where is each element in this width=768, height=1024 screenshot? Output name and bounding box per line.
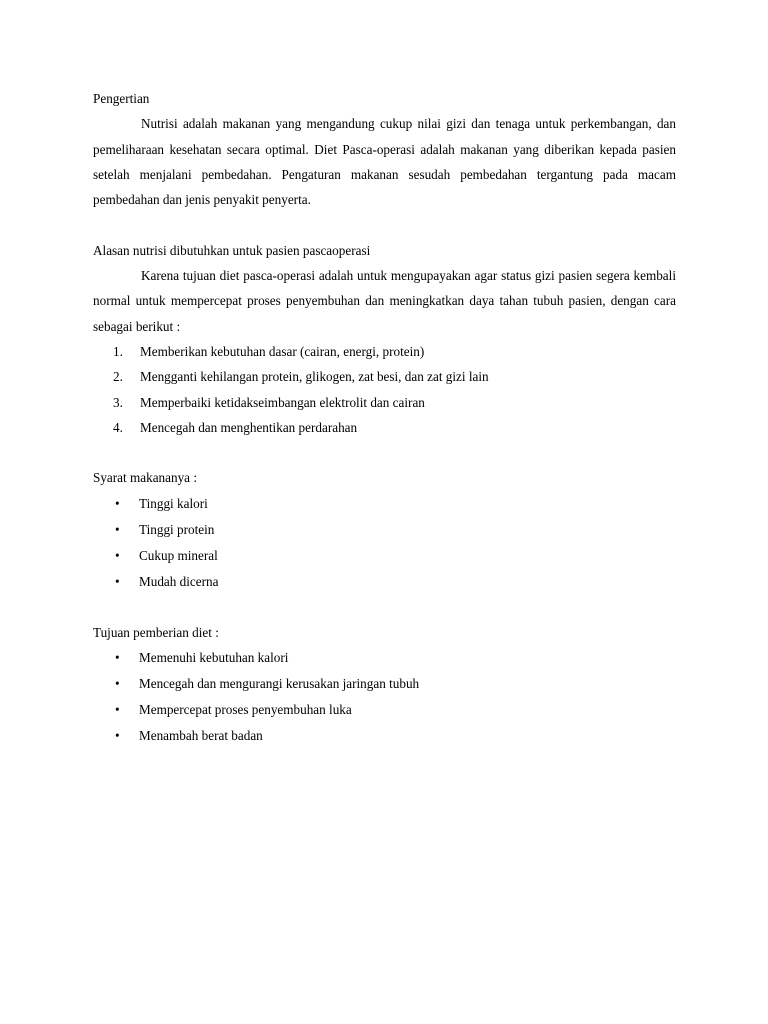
list-item — [93, 390, 676, 415]
list-item-text: Mengganti kehilangan protein, glikogen, zat besi, dan zat gizi lain — [140, 369, 489, 385]
list-item — [93, 491, 676, 517]
heading-tujuan-pemberian-diet: Tujuan pemberian diet : — [93, 625, 219, 641]
list-item-text: Mempercepat proses penyembuhan luka — [139, 702, 352, 718]
bullet-icon: • — [115, 728, 120, 744]
document-body — [93, 86, 676, 749]
list-marker: 1. — [113, 343, 123, 359]
paragraph-pengertian: Nutrisi adalah makanan yang mengandung cukup nilai gizi dan tenaga untuk perkembangan, dan pemeliharaan kesehatan secara optimal. Diet Pasca-operasi adalah makanan yang diberikan kepada pasien setelah menjalani pembedahan. Pengaturan makanan sesudah pembedahan tergantung pada macam pembedahan dan jenis penyakit penyerta. — [93, 116, 676, 208]
numbered-list-cara — [93, 339, 676, 440]
list-item — [93, 671, 676, 697]
heading-syarat-makananya: Syarat makananya : — [93, 470, 197, 486]
list-item — [93, 723, 676, 749]
heading-pengertian: Pengertian — [93, 91, 150, 106]
list-item — [93, 569, 676, 595]
list-item-text: Tinggi protein — [139, 521, 215, 537]
section-spacer — [93, 440, 676, 465]
bullet-icon: • — [115, 521, 120, 537]
bullet-list-syarat — [93, 491, 676, 595]
list-marker: 2. — [113, 369, 123, 385]
list-item-text: Tinggi kalori — [139, 495, 208, 511]
list-marker: 3. — [113, 394, 123, 410]
list-item-text: Memenuhi kebutuhan kalori — [139, 650, 289, 666]
bullet-icon: • — [115, 547, 120, 563]
list-item — [93, 364, 676, 389]
list-item — [93, 697, 676, 723]
paragraph-alasan-nutrisi: Karena tujuan diet pasca-operasi adalah untuk mengupayakan agar status gizi pasien segera kembali normal untuk mempercepat proses penyembuhan dan meningkatkan daya tahan tubuh pasien, dengan cara sebagai berikut : — [93, 268, 676, 334]
bullet-icon: • — [115, 495, 120, 511]
bullet-icon: • — [115, 573, 120, 589]
list-item-text: Memberikan kebutuhan dasar (cairan, energi, protein) — [140, 343, 425, 359]
list-item-text: Memperbaiki ketidakseimbangan elektrolit dan cairan — [140, 394, 425, 410]
list-item-text: Menambah berat badan — [139, 728, 263, 744]
heading-alasan-nutrisi: Alasan nutrisi dibutuhkan untuk pasien pascaoperasi — [93, 242, 371, 258]
bullet-icon: • — [115, 702, 120, 718]
bullet-icon: • — [115, 676, 120, 692]
section-spacer — [93, 595, 676, 620]
list-item-text: Mudah dicerna — [139, 573, 219, 589]
list-item — [93, 517, 676, 543]
list-item — [93, 543, 676, 569]
list-item — [93, 415, 676, 440]
list-item — [93, 339, 676, 364]
list-marker: 4. — [113, 419, 123, 435]
bullet-icon: • — [115, 650, 120, 666]
list-item-text: Mencegah dan menghentikan perdarahan — [140, 419, 358, 435]
bullet-list-tujuan — [93, 645, 676, 749]
section-spacer — [93, 212, 676, 237]
list-item — [93, 645, 676, 671]
list-item-text: Cukup mineral — [139, 547, 218, 563]
list-item-text: Mencegah dan mengurangi kerusakan jaringan tubuh — [139, 676, 420, 692]
